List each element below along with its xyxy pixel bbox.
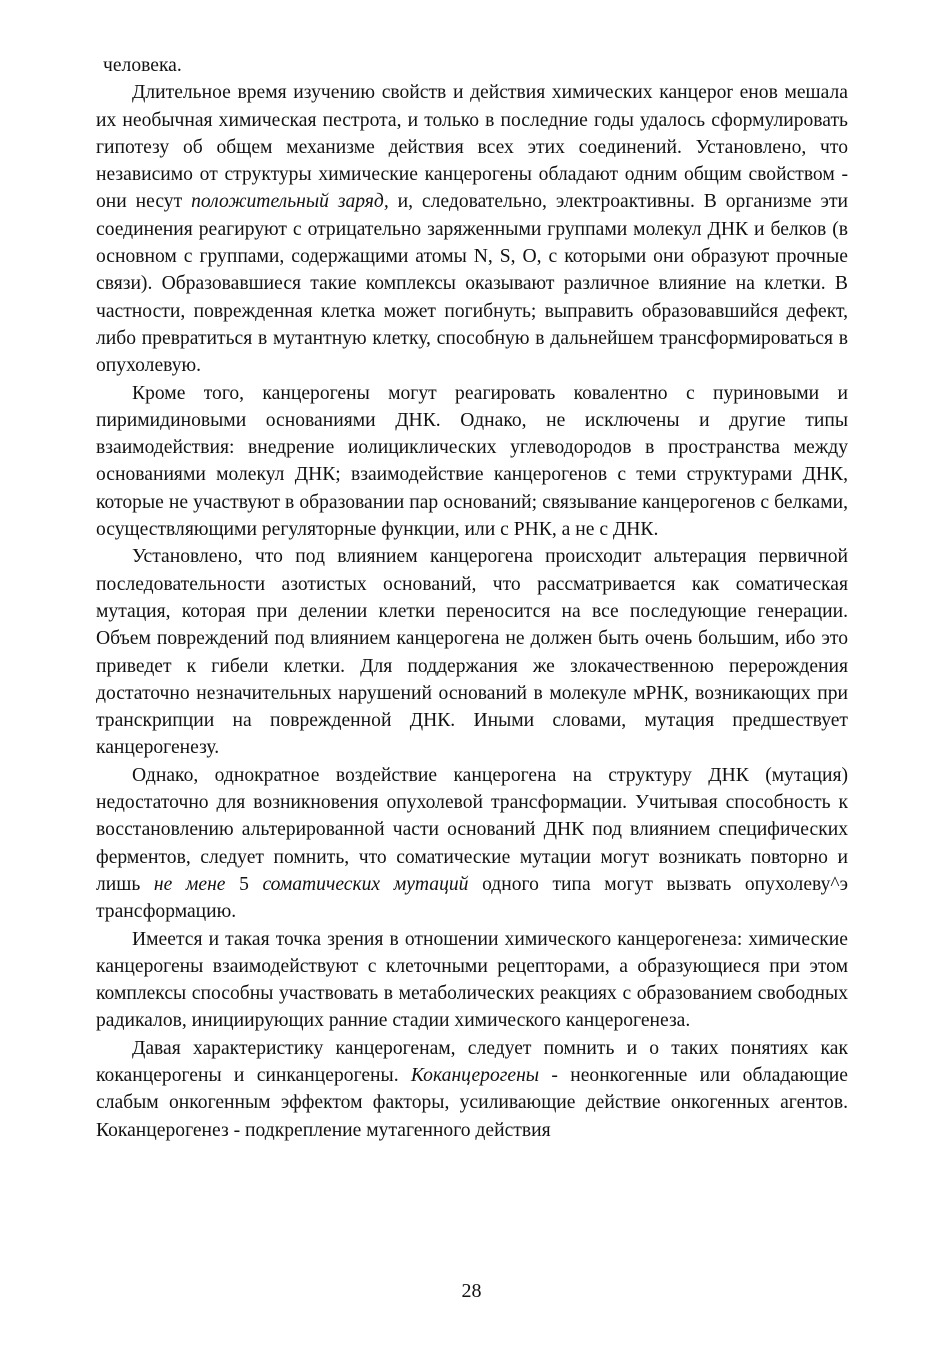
- italic-text: соматических мутаций: [262, 873, 469, 895]
- text-run: Имеется и такая точка зрения в отношении химического канцерогенеза: химические канцерогены взаимодействуют с клеточными рецепторами, а образующиеся при этом комплексы способны участвовать в метаболических реакциях с образованием свободных радикалов, инициирующих ранние стадии химического канцерогенеза.: [96, 928, 848, 1032]
- page-number: 28: [461, 1280, 482, 1302]
- text-run: Кроме того, канцерогены могут реагировать ковалентно с пуриновыми и пиримидиновыми основаниями ДНК. Однако, не исключены и другие типы взаимодействия: внедрение иолициклических углеводородов в пространства между основаниями молекул ДНК; взаимодействие канцерогенов с теми структурами ДНК, которые не участвуют в образовании пар оснований; связывание канцерогенов с белками, осуществляющими регуляторные функции, или с РНК, а не с ДНК.: [96, 382, 848, 541]
- text-run: Установлено, что под влиянием канцерогена происходит альтерация первичной последовательности азотистых оснований, что рассматривается как соматическая мутация, которая при делении клетки переносится на все последующие генерации. Объем повреждений под влиянием канцерогена не должен быть очень большим, ибо это приведет к гибели клетки. Для поддержания же злокачественною перерождения достаточно незначительных нарушений оснований в молекуле мРНК, возникающих при транскрипции на поврежденной ДНК. Иными словами, мутация предшествует канцерогенезу.: [96, 546, 848, 759]
- paragraph: [96, 1035, 848, 1144]
- italic-text: положительный заряд,: [191, 191, 389, 213]
- text-run: и, следовательно, электроактивны. В организме эти соединения реагируют с отрицательно заряженными группами молекул ДНК и белков (в основном с группами, содержащими атомы N, S, O, с которыми они образуют прочные связи). Образовавшиеся такие комплексы оказывают различное влияние на клетки. В частности, поврежденная клетка может погибнуть; выправить образовавшийся дефект, либо превратиться в мутантную клетку, способную в дальнейшем трансформироваться в опухолевую.: [96, 191, 848, 377]
- text-run: одного типа могут вызвать опухолеву^э трансформацию.: [96, 873, 849, 923]
- text-run: Однако, однократное воздействие канцерогена на структуру ДНК (мутация) недостаточно для возникновения опухолевой трансформации. Учитывая способность к восстановлению альтерированной части оснований ДНК под влиянием специфических ферментов, следует помнить, что соматические мутации могут возникать повторно и лишь: [96, 764, 848, 895]
- page-body: [96, 52, 848, 1144]
- text-run: Длительное время изучению свойств и действия химических канцероr енов мешала их необычная химическая пестрота, и только в последние годы удалось сформулировать гипотезу об общем механизме действия всех этих соединений. Установлено, что независимо от структуры химические канцерогены обладают одним общим свойством - они несут: [96, 82, 848, 213]
- text-run: Давая характеристику канцерогенам, следует помнить и о таких понятиях как коканцерогены и синканцерогены.: [96, 1037, 848, 1086]
- paragraph: [96, 380, 848, 544]
- paragraph: [96, 52, 848, 79]
- text-run: человека.: [103, 55, 182, 76]
- paragraph: [96, 762, 848, 926]
- text-run: - неонкогенные или обладающие слабым онкогенным эффектом факторы, усиливающие действие онкогенных агентов. Коканцерогенез - подкрепление мутагенного действия: [96, 1064, 848, 1141]
- paragraph: [96, 79, 848, 379]
- italic-text: Коканцерогены: [410, 1064, 540, 1086]
- paragraph: [96, 543, 848, 761]
- italic-text: не мене: [153, 873, 226, 895]
- paragraph: [96, 926, 848, 1035]
- text-run: 5: [225, 873, 263, 895]
